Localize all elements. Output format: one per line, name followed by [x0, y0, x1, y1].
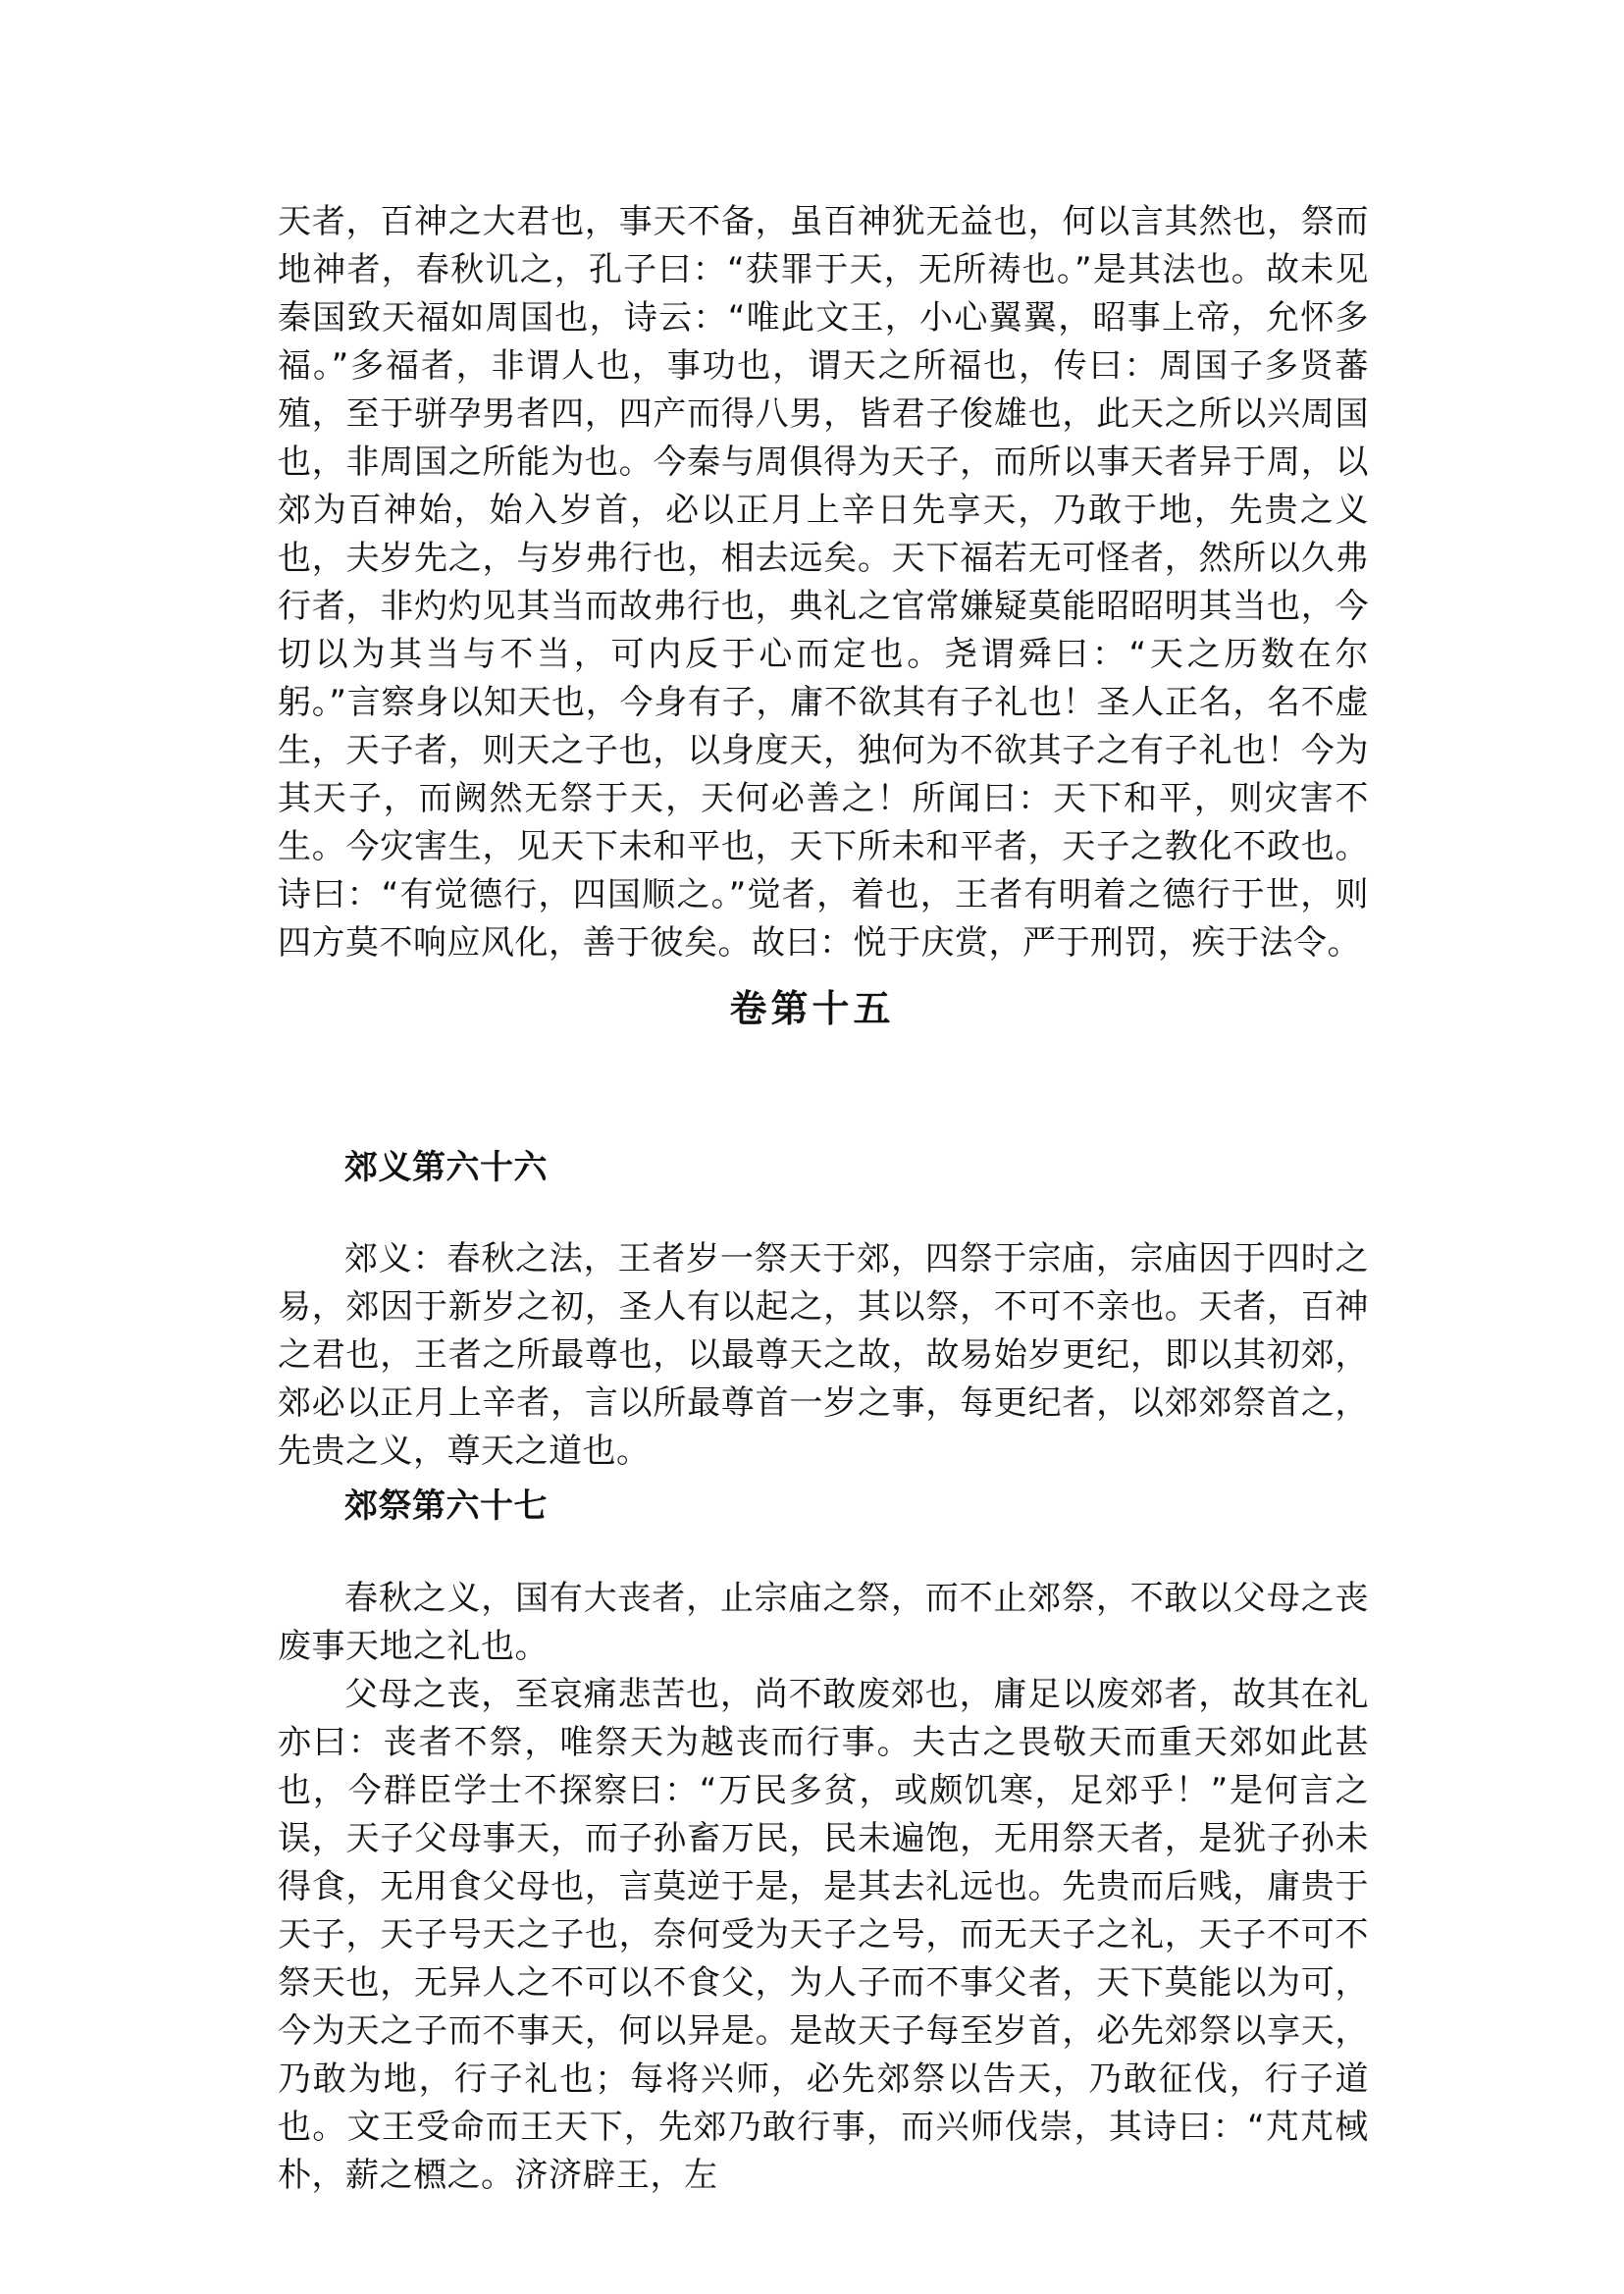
volume-title: 卷第十五 [729, 987, 895, 1030]
section-body-jiaoji [278, 1575, 1369, 2200]
paragraph-text: 父母之丧，至哀痛悲苦也，尚不敢废郊也，庸足以废郊者，故其在礼亦曰：丧者不祭，唯祭天为越丧而行事。夫古之畏敬天而重天郊如此甚也，今群臣学士不探察曰：“万民多贫，或颇饥寒，足郊乎！”是何言之误，天子父母事天，而子孙畜万民，民未遍饱，无用祭天者，是犹子孙未得食，无用食父母也，言莫逆于是，是其去礼远也。先贵而后贱，庸贵于天子，天子号天之子也，奈何受为天子之号，而无天子之礼，天子不可不祭天也，无异人之不可以不食父，为人子而不事父者，天下莫能以为可，今为天之子而不事天，何以异是。是故天子每至岁首，必先郊祭以享天，乃敢为地，行子礼也；每将兴师，必先郊祭以告天，乃敢征伐，行子道也。文王受命而王天下，先郊乃敢行事，而兴师伐崇，其诗曰：“芃芃棫朴，薪之槱之。济济辟王，左 [278, 1675, 1369, 2195]
paragraph-text: 春秋之义，国有大丧者，止宗庙之祭，而不止郊祭，不敢以父母之丧废事天地之礼也。 [278, 1579, 1369, 1666]
section-heading-jiaoyi: 郊义第六十六 [344, 1148, 548, 1187]
section-heading-jiaoji: 郊祭第六十七 [344, 1486, 548, 1526]
paragraph-text: 天者，百神之大君也，事天不备，虽百神犹无益也，何以言其然也，祭而地神者，春秋讥之，孔子曰：“获罪于天，无所祷也。”是其法也。故未见秦国致天福如周国也，诗云：“唯此文王，小心翼翼，昭事上帝，允怀多福。”多福者，非谓人也，事功也，谓天之所福也，传曰：周国子多贤蕃殖，至于骈孕男者四，四产而得八男，皆君子俊雄也，此天之所以兴周国也，非周国之所能为也。今秦与周俱得为天子，而所以事天者异于周，以郊为百神始，始入岁首，必以正月上辛日先享天，乃敢于地，先贵之义也，夫岁先之，与岁弗行也，相去远矣。天下福若无可怪者，然所以久弗行者，非灼灼见其当而故弗行也，典礼之官常嫌疑莫能昭昭明其当也，今切以为其当与不当，可内反于心而定也。尧谓舜曰：“天之历数在尔躬。”言察身以知天也，今身有子，庸不欲其有子礼也！圣人正名，名不虚生，天子者，则天之子也，以身度天，独何为不欲其子之有子礼也！今为其天子，而阙然无祭于天，天何必善之！所闻曰：天下和平，则灾害不生。今灾害生，见天下未和平也，天下所未和平者，天子之教化不政也。诗曰：“有觉德行，四国顺之。”觉者，着也，王者有明着之德行于世，则四方莫不响应风化，善于彼矣。故曰：悦于庆赏，严于刑罚，疾于法令。 [278, 202, 1369, 963]
section-body-jiaoyi [278, 1235, 1369, 1476]
continued-paragraph [278, 198, 1369, 967]
paragraph-text: 郊义：春秋之法，王者岁一祭天于郊，四祭于宗庙，宗庙因于四时之易，郊因于新岁之初，圣人有以起之，其以祭，不可不亲也。天者，百神之君也，王者之所最尊也，以最尊天之故，故易始岁更纪，即以其初郊，郊必以正月上辛者，言以所最尊首一岁之事，每更纪者，以郊郊祭首之，先贵之义，尊天之道也。 [278, 1239, 1369, 1471]
